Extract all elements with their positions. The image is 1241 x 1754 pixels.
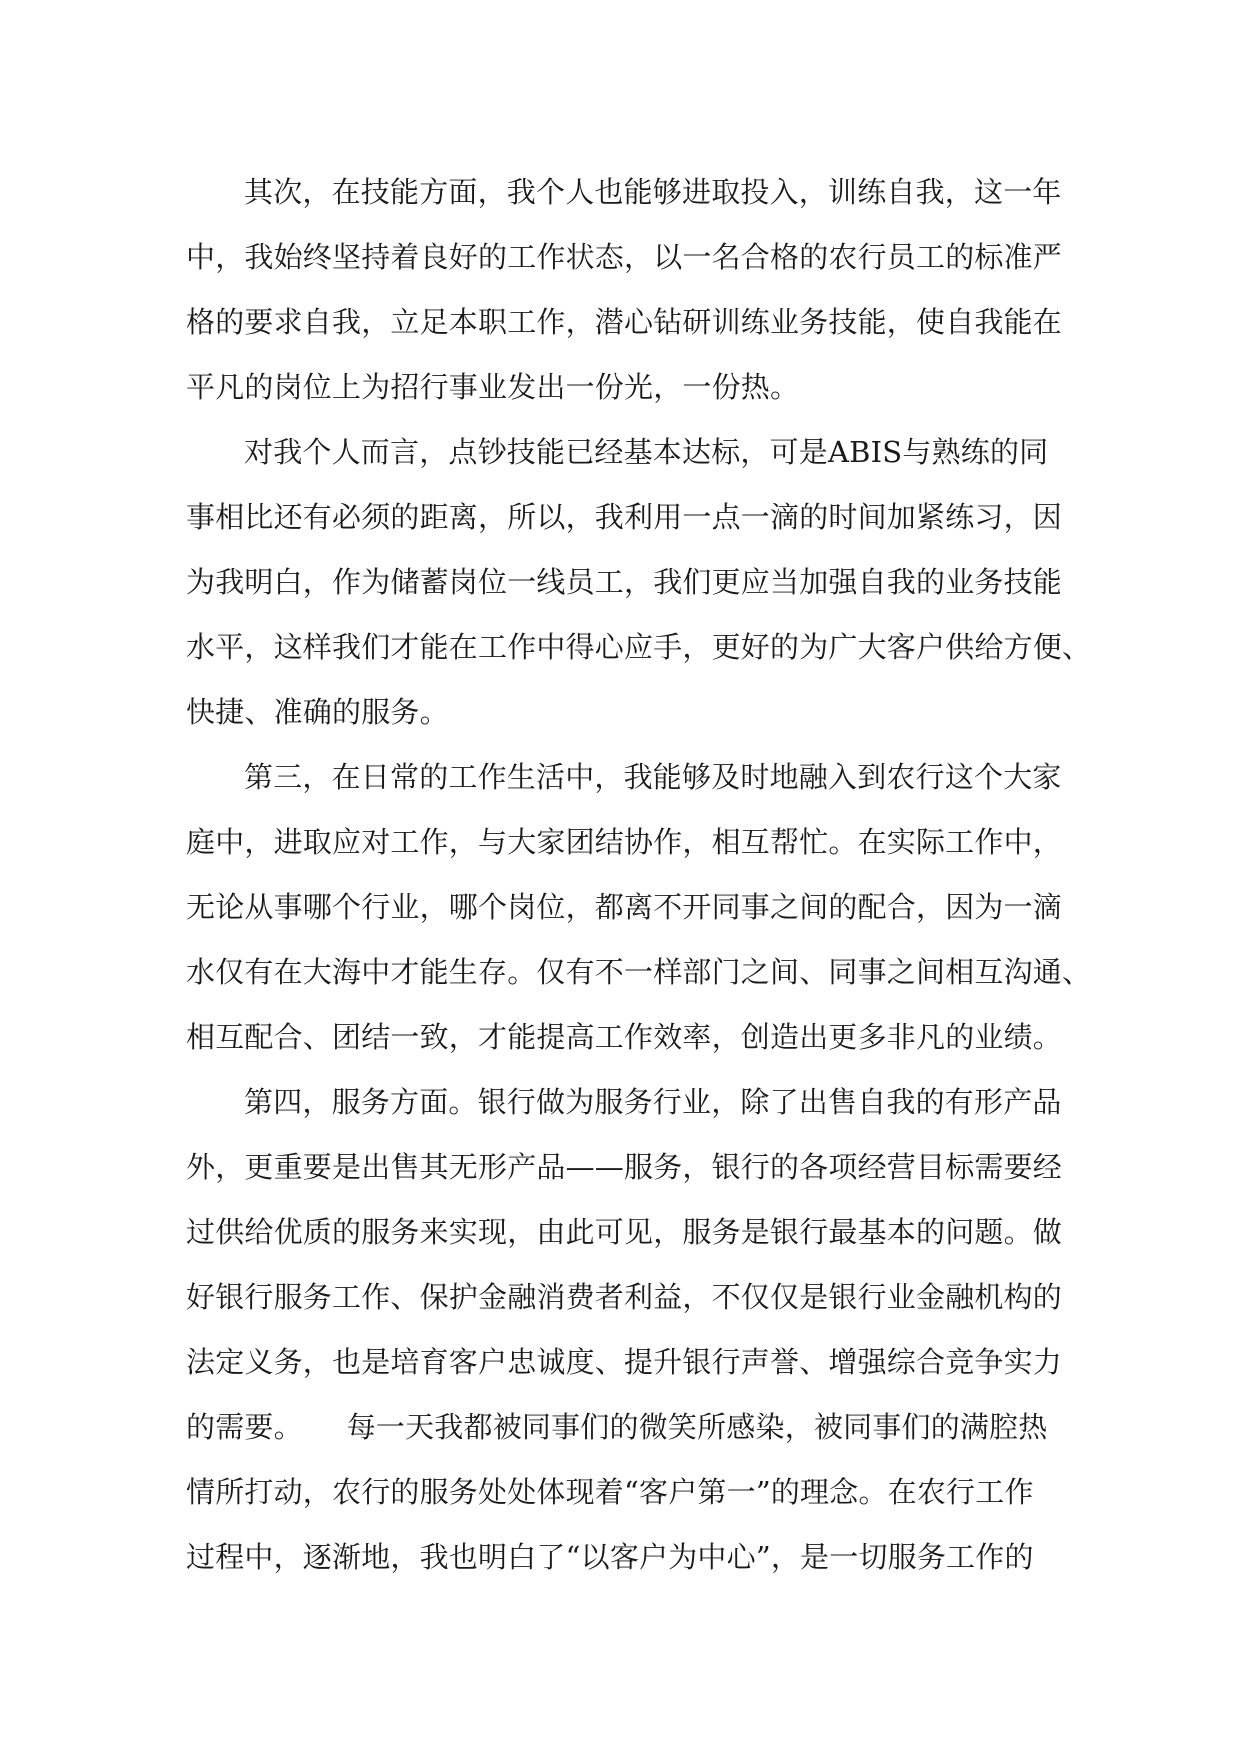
text-line: 庭中，进取应对工作，与大家团结协作，相互帮忙。在实际工作中， <box>186 825 1063 859</box>
text-line: 为我明白，作为储蓄岗位一线员工，我们更应当加强自我的业务技能 <box>186 565 1063 599</box>
text-line: 对我个人而言，点钞技能已经基本达标，可是ABIS与熟练的同 <box>244 435 1049 469</box>
text-line: 情所打动，农行的服务处处体现着“客户第一”的理念。在农行工作 <box>186 1475 1034 1509</box>
text-line: 第四，服务方面。银行做为服务行业，除了出售自我的有形产品 <box>244 1085 1062 1119</box>
text-line: 过程中，逐渐地，我也明白了“以客户为中心”，是一切服务工作的 <box>186 1540 1034 1574</box>
text-line: 事相比还有必须的距离，所以，我利用一点一滴的时间加紧练习，因 <box>186 500 1063 534</box>
body-text <box>186 160 1092 1590</box>
text-line: 外，更重要是出售其无形产品——服务，银行的各项经营目标需要经 <box>186 1150 1063 1184</box>
text-line: 水仅有在大海中才能生存。仅有不一样部门之间、同事之间相互沟通、 <box>186 955 1092 989</box>
text-line: 第三，在日常的工作生活中，我能够及时地融入到农行这个大家 <box>244 760 1062 794</box>
text-line: 法定义务，也是培育客户忠诚度、提升银行声誉、增强综合竞争实力 <box>186 1345 1063 1379</box>
text-line: 无论从事哪个行业，哪个岗位，都离不开同事之间的配合，因为一滴 <box>186 890 1063 924</box>
text-line: 平凡的岗位上为招行事业发出一份光，一份热。 <box>186 370 800 404</box>
text-line: 其次，在技能方面，我个人也能够进取投入，训练自我，这一年 <box>244 175 1062 209</box>
text-line: 的需要。 每一天我都被同事们的微笑所感染，被同事们的满腔热 <box>186 1410 1048 1444</box>
text-line: 格的要求自我，立足本职工作，潜心钻研训练业务技能，使自我能在 <box>186 305 1063 339</box>
text-line: 好银行服务工作、保护金融消费者利益，不仅仅是银行业金融机构的 <box>186 1280 1063 1314</box>
text-line: 水平，这样我们才能在工作中得心应手，更好的为广大客户供给方便、 <box>186 630 1092 664</box>
text-line: 过供给优质的服务来实现，由此可见，服务是银行最基本的问题。做 <box>186 1215 1063 1249</box>
text-line: 相互配合、团结一致，才能提高工作效率，创造出更多非凡的业绩。 <box>186 1020 1063 1054</box>
text-line: 快捷、准确的服务。 <box>186 695 449 729</box>
text-line: 中，我始终坚持着良好的工作状态，以一名合格的农行员工的标准严 <box>186 240 1063 274</box>
